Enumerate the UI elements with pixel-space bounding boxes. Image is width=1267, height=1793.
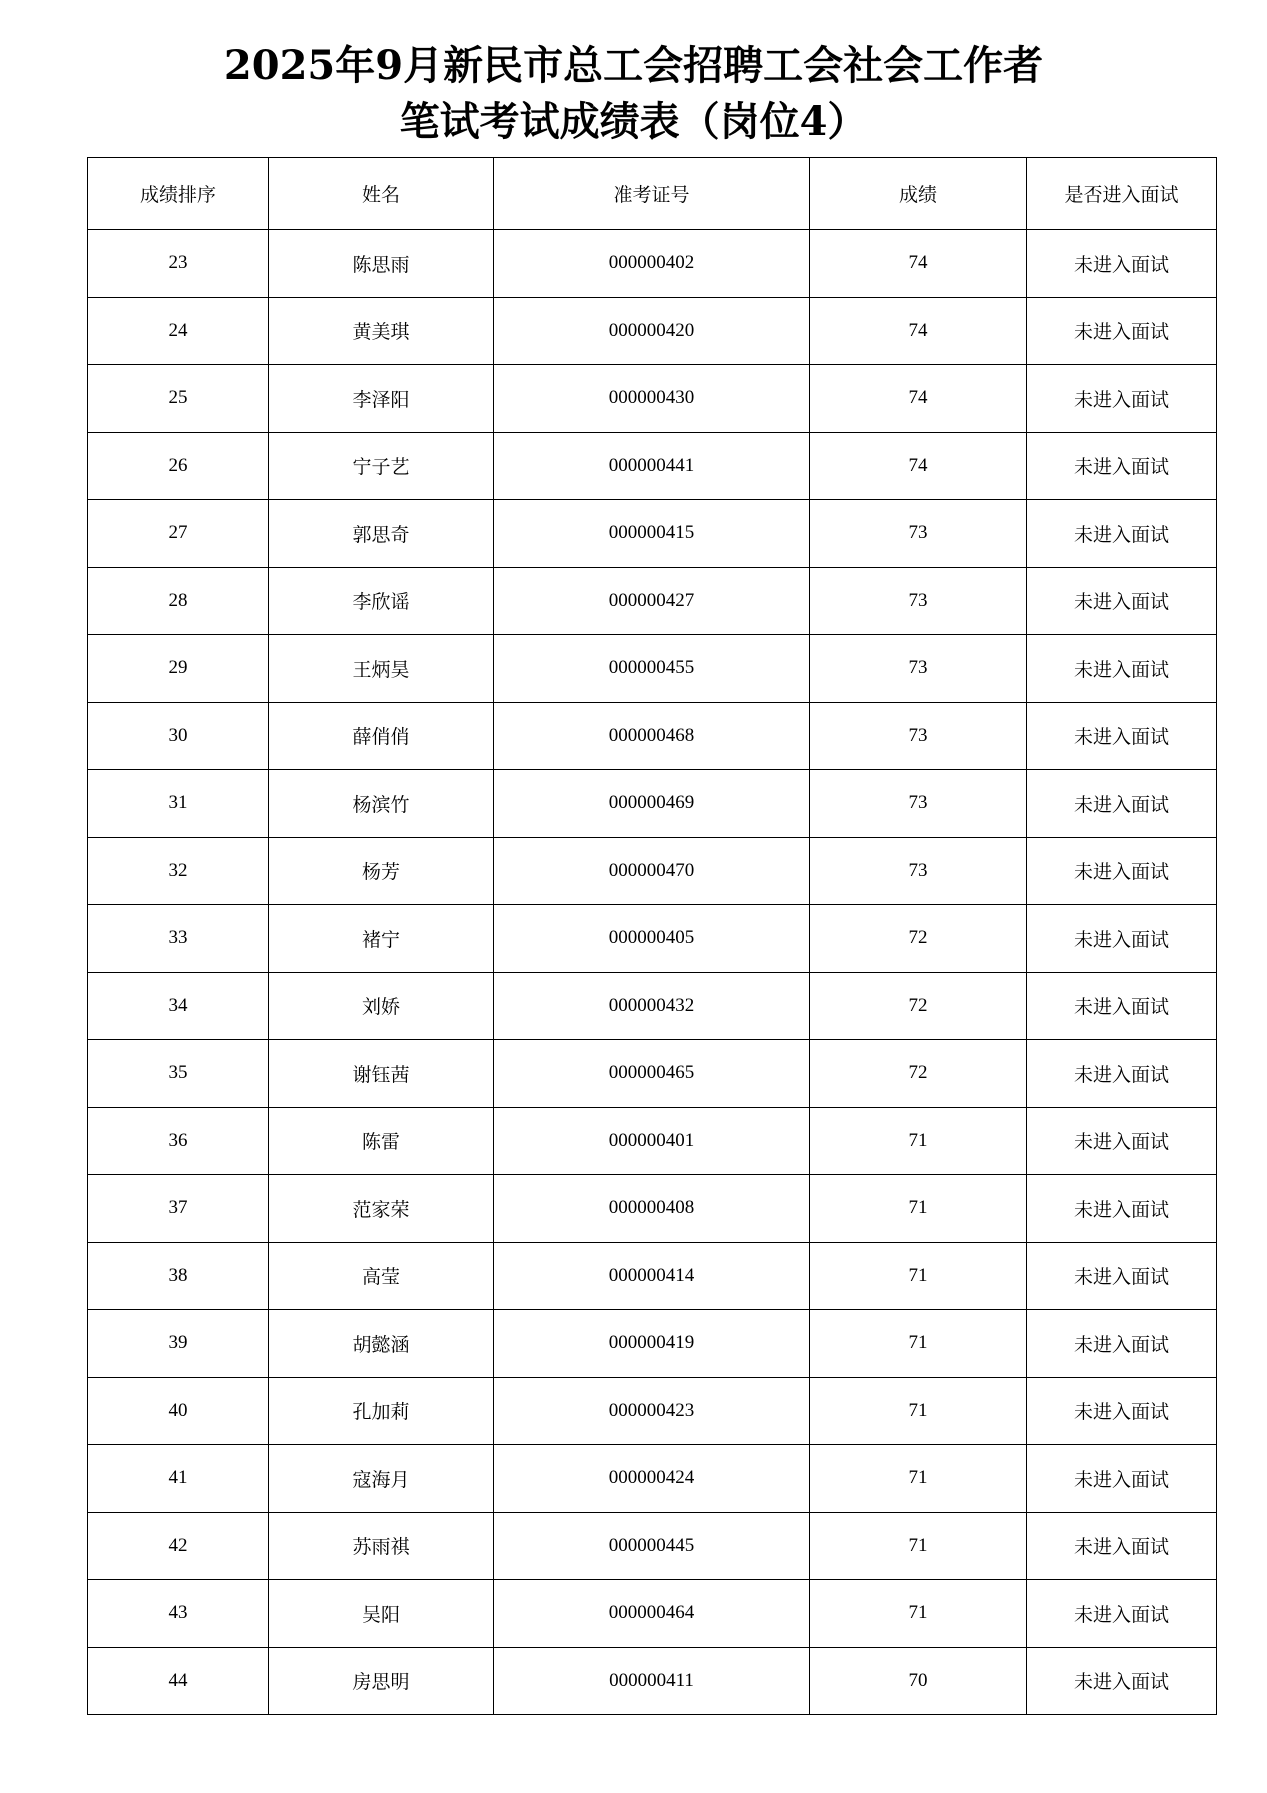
table-row <box>88 567 1217 635</box>
cell-score: 74 <box>810 432 1027 500</box>
cell-ticket-number: 000000423 <box>494 1377 810 1445</box>
cell-rank: 32 <box>88 837 269 905</box>
cell-rank: 39 <box>88 1310 269 1378</box>
table-row <box>88 365 1217 433</box>
cell-ticket-number: 000000420 <box>494 297 810 365</box>
cell-interview-status: 未进入面试 <box>1027 702 1217 770</box>
cell-name: 高莹 <box>269 1242 494 1310</box>
cell-name: 杨芳 <box>269 837 494 905</box>
cell-interview-status: 未进入面试 <box>1027 1040 1217 1108</box>
cell-score: 71 <box>810 1310 1027 1378</box>
cell-rank: 36 <box>88 1107 269 1175</box>
cell-score: 71 <box>810 1242 1027 1310</box>
table-row <box>88 837 1217 905</box>
table-row <box>88 1242 1217 1310</box>
cell-interview-status: 未进入面试 <box>1027 837 1217 905</box>
cell-score: 71 <box>810 1445 1027 1513</box>
cell-name: 胡懿涵 <box>269 1310 494 1378</box>
cell-score: 73 <box>810 702 1027 770</box>
cell-interview-status: 未进入面试 <box>1027 905 1217 973</box>
cell-interview-status: 未进入面试 <box>1027 1377 1217 1445</box>
cell-name: 孔加莉 <box>269 1377 494 1445</box>
table-row <box>88 1310 1217 1378</box>
cell-score: 71 <box>810 1107 1027 1175</box>
cell-name: 刘娇 <box>269 972 494 1040</box>
table-row <box>88 432 1217 500</box>
table-row <box>88 1175 1217 1243</box>
document-title-line1: 2025年9月新民市总工会招聘工会社会工作者 <box>223 42 1044 89</box>
cell-rank: 28 <box>88 567 269 635</box>
cell-rank: 33 <box>88 905 269 973</box>
cell-name: 范家荣 <box>269 1175 494 1243</box>
cell-name: 陈雷 <box>269 1107 494 1175</box>
table-row <box>88 972 1217 1040</box>
table-row <box>88 1512 1217 1580</box>
table-row <box>88 905 1217 973</box>
cell-score: 71 <box>810 1377 1027 1445</box>
cell-interview-status: 未进入面试 <box>1027 500 1217 568</box>
cell-rank: 29 <box>88 635 269 703</box>
score-table-header <box>88 158 1217 230</box>
cell-ticket-number: 000000415 <box>494 500 810 568</box>
cell-rank: 23 <box>88 230 269 298</box>
cell-ticket-number: 000000470 <box>494 837 810 905</box>
cell-interview-status: 未进入面试 <box>1027 770 1217 838</box>
cell-name: 褚宁 <box>269 905 494 973</box>
header-interview-status: 是否进入面试 <box>1027 158 1217 230</box>
cell-score: 72 <box>810 972 1027 1040</box>
cell-ticket-number: 000000419 <box>494 1310 810 1378</box>
cell-ticket-number: 000000408 <box>494 1175 810 1243</box>
cell-ticket-number: 000000455 <box>494 635 810 703</box>
cell-name: 谢钰茜 <box>269 1040 494 1108</box>
cell-rank: 44 <box>88 1647 269 1715</box>
cell-ticket-number: 000000445 <box>494 1512 810 1580</box>
cell-ticket-number: 000000402 <box>494 230 810 298</box>
cell-interview-status: 未进入面试 <box>1027 1580 1217 1648</box>
cell-score: 72 <box>810 1040 1027 1108</box>
cell-ticket-number: 000000427 <box>494 567 810 635</box>
cell-interview-status: 未进入面试 <box>1027 972 1217 1040</box>
cell-interview-status: 未进入面试 <box>1027 1107 1217 1175</box>
cell-score: 74 <box>810 365 1027 433</box>
cell-ticket-number: 000000468 <box>494 702 810 770</box>
cell-ticket-number: 000000424 <box>494 1445 810 1513</box>
cell-interview-status: 未进入面试 <box>1027 297 1217 365</box>
cell-rank: 30 <box>88 702 269 770</box>
cell-rank: 37 <box>88 1175 269 1243</box>
header-row <box>88 158 1217 230</box>
table-row <box>88 770 1217 838</box>
cell-interview-status: 未进入面试 <box>1027 432 1217 500</box>
cell-score: 70 <box>810 1647 1027 1715</box>
cell-score: 73 <box>810 567 1027 635</box>
cell-name: 宁子艺 <box>269 432 494 500</box>
table-row <box>88 1580 1217 1648</box>
cell-ticket-number: 000000401 <box>494 1107 810 1175</box>
cell-score: 74 <box>810 297 1027 365</box>
cell-name: 吴阳 <box>269 1580 494 1648</box>
cell-interview-status: 未进入面试 <box>1027 365 1217 433</box>
cell-name: 郭思奇 <box>269 500 494 568</box>
cell-interview-status: 未进入面试 <box>1027 230 1217 298</box>
cell-ticket-number: 000000432 <box>494 972 810 1040</box>
cell-ticket-number: 000000414 <box>494 1242 810 1310</box>
header-score: 成绩 <box>810 158 1027 230</box>
cell-ticket-number: 000000411 <box>494 1647 810 1715</box>
cell-ticket-number: 000000465 <box>494 1040 810 1108</box>
cell-name: 杨滨竹 <box>269 770 494 838</box>
cell-name: 陈思雨 <box>269 230 494 298</box>
cell-score: 71 <box>810 1175 1027 1243</box>
cell-score: 73 <box>810 837 1027 905</box>
cell-ticket-number: 000000441 <box>494 432 810 500</box>
cell-rank: 27 <box>88 500 269 568</box>
cell-interview-status: 未进入面试 <box>1027 1175 1217 1243</box>
cell-rank: 34 <box>88 972 269 1040</box>
header-name: 姓名 <box>269 158 494 230</box>
cell-name: 李泽阳 <box>269 365 494 433</box>
cell-ticket-number: 000000464 <box>494 1580 810 1648</box>
cell-rank: 43 <box>88 1580 269 1648</box>
score-table <box>87 157 1217 1715</box>
cell-interview-status: 未进入面试 <box>1027 1647 1217 1715</box>
cell-score: 74 <box>810 230 1027 298</box>
cell-rank: 40 <box>88 1377 269 1445</box>
cell-name: 寇海月 <box>269 1445 494 1513</box>
cell-name: 李欣谣 <box>269 567 494 635</box>
cell-rank: 38 <box>88 1242 269 1310</box>
cell-rank: 24 <box>88 297 269 365</box>
cell-rank: 35 <box>88 1040 269 1108</box>
table-row <box>88 230 1217 298</box>
table-row <box>88 297 1217 365</box>
cell-name: 薛俏俏 <box>269 702 494 770</box>
table-row <box>88 635 1217 703</box>
cell-rank: 26 <box>88 432 269 500</box>
cell-rank: 25 <box>88 365 269 433</box>
cell-name: 黄美琪 <box>269 297 494 365</box>
cell-score: 73 <box>810 770 1027 838</box>
cell-rank: 41 <box>88 1445 269 1513</box>
cell-name: 房思明 <box>269 1647 494 1715</box>
table-row <box>88 702 1217 770</box>
header-ticket-number: 准考证号 <box>494 158 810 230</box>
cell-score: 73 <box>810 635 1027 703</box>
cell-ticket-number: 000000430 <box>494 365 810 433</box>
cell-interview-status: 未进入面试 <box>1027 1445 1217 1513</box>
cell-interview-status: 未进入面试 <box>1027 1310 1217 1378</box>
table-row <box>88 1107 1217 1175</box>
cell-interview-status: 未进入面试 <box>1027 1512 1217 1580</box>
table-row <box>88 1040 1217 1108</box>
cell-interview-status: 未进入面试 <box>1027 1242 1217 1310</box>
table-row <box>88 500 1217 568</box>
score-table-body <box>88 230 1217 1715</box>
cell-score: 72 <box>810 905 1027 973</box>
cell-name: 苏雨祺 <box>269 1512 494 1580</box>
cell-interview-status: 未进入面试 <box>1027 635 1217 703</box>
document-title-line2: 笔试考试成绩表（岗位4） <box>399 98 868 145</box>
cell-ticket-number: 000000469 <box>494 770 810 838</box>
cell-score: 71 <box>810 1580 1027 1648</box>
cell-name: 王炳昊 <box>269 635 494 703</box>
table-row <box>88 1377 1217 1445</box>
cell-rank: 31 <box>88 770 269 838</box>
cell-interview-status: 未进入面试 <box>1027 567 1217 635</box>
cell-score: 71 <box>810 1512 1027 1580</box>
cell-rank: 42 <box>88 1512 269 1580</box>
header-rank: 成绩排序 <box>88 158 269 230</box>
cell-score: 73 <box>810 500 1027 568</box>
cell-ticket-number: 000000405 <box>494 905 810 973</box>
table-row <box>88 1647 1217 1715</box>
table-row <box>88 1445 1217 1513</box>
